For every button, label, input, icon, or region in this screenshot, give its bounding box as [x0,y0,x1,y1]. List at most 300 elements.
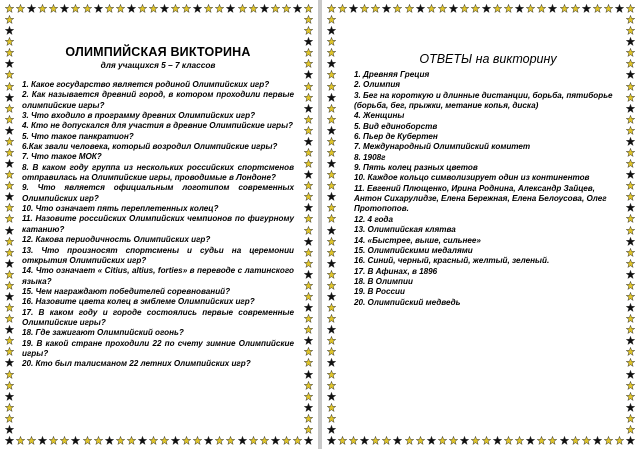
star-icon [5,104,14,113]
star-icon [626,115,635,124]
quiz-question: 19. В какой стране проходили 22 по счету зимние Олимпийские игры? [22,338,294,358]
star-icon [515,436,524,445]
star-icon [5,59,14,68]
star-icon [626,181,635,190]
star-icon [626,203,635,212]
star-icon [526,436,535,445]
star-icon [626,15,635,24]
star-icon [304,347,313,356]
star-icon [271,436,280,445]
star-icon [360,436,369,445]
star-icon [327,347,336,356]
star-icon [116,4,125,13]
star-icon [5,414,14,423]
star-icon [560,4,569,13]
star-icon [327,259,336,268]
star-icon [626,292,635,301]
star-icon [83,436,92,445]
star-icon [304,48,313,57]
quiz-question: 9. Что является официальным логотипом современных Олимпийских игр? [22,183,294,203]
star-icon [5,26,14,35]
star-icon [327,414,336,423]
star-icon [94,436,103,445]
quiz-question: 8. В каком году группа из нескольких российских спортсменов отправилась на Олимпийские игры, проводимые в Лондоне? [22,162,294,183]
star-icon [293,4,302,13]
star-icon [471,436,480,445]
star-icon [293,436,302,445]
star-icon [304,70,313,79]
star-icon [626,37,635,46]
star-icon [582,436,591,445]
star-icon [604,436,613,445]
star-icon [304,170,313,179]
answer-item: 13. Олимпийская клятва [354,225,456,235]
star-icon [482,4,491,13]
star-icon [327,214,336,223]
quiz-question: 16. Назовите цвета колец в эмблеме Олимпийских игр? [22,297,255,307]
star-icon [327,115,336,124]
star-icon [460,4,469,13]
star-icon [127,436,136,445]
star-icon [626,214,635,223]
star-icon [626,403,635,412]
answer-item: 20. Олимпийский медведь [354,297,461,307]
quiz-question: 18. Где зажигают Олимпийский огонь? [22,328,184,338]
star-icon [193,4,202,13]
star-icon [5,347,14,356]
star-icon [626,4,635,13]
star-icon [5,292,14,301]
star-icon [5,15,14,24]
star-icon [304,336,313,345]
star-icon [5,214,14,223]
star-icon [304,303,313,312]
answer-item: 9. Пять колец разных цветов [354,163,478,173]
star-icon [182,4,191,13]
star-icon [160,436,169,445]
star-icon [5,148,14,157]
star-icon [304,181,313,190]
star-icon [5,392,14,401]
star-icon [360,4,369,13]
star-icon [226,4,235,13]
star-icon [626,226,635,235]
star-icon [304,436,313,445]
quiz-question: 3. Что входило в программу древних Олимпийских игр? [22,111,256,121]
star-icon [327,126,336,135]
quiz-page [0,0,318,449]
star-icon [537,4,546,13]
star-icon [5,281,14,290]
star-icon [327,226,336,235]
star-icon [304,37,313,46]
star-icon [626,93,635,102]
star-icon [83,4,92,13]
star-icon [5,425,14,434]
star-icon [327,281,336,290]
star-icon [482,436,491,445]
star-icon [5,314,14,323]
star-icon [304,314,313,323]
star-icon [327,425,336,434]
star-icon [327,203,336,212]
answer-item: 19. В России [354,287,405,297]
star-icon [304,226,313,235]
star-icon [393,4,402,13]
answer-item: 8. 1908г [354,152,386,162]
quiz-question: 5. Что такое панкратион? [22,131,134,141]
star-icon [327,325,336,334]
star-icon [327,336,336,345]
quiz-question: 7. Что такое МОК? [22,152,102,162]
star-icon [449,436,458,445]
star-icon [5,126,14,135]
star-icon [304,414,313,423]
star-icon [5,203,14,212]
star-icon [327,59,336,68]
star-icon [493,436,502,445]
star-icon [626,104,635,113]
star-icon [5,159,14,168]
star-icon [260,4,269,13]
star-icon [304,281,313,290]
star-icon [526,4,535,13]
quiz-question: 14. Что означает « Citius, altius, forties» в переводе с латинского языка? [22,266,294,286]
star-icon [382,4,391,13]
star-icon [5,48,14,57]
star-icon [593,436,602,445]
answer-item: 10. Каждое кольцо символизирует один из континентов [354,173,590,183]
star-icon [615,436,624,445]
star-icon [504,4,513,13]
star-icon [327,381,336,390]
star-icon [5,248,14,257]
star-icon [27,436,36,445]
star-icon [626,170,635,179]
star-icon [327,270,336,279]
star-icon [38,4,47,13]
star-icon [193,436,202,445]
star-icon [5,115,14,124]
star-icon [304,325,313,334]
star-icon [349,4,358,13]
star-icon [405,436,414,445]
star-icon [548,4,557,13]
star-icon [304,192,313,201]
star-icon [260,436,269,445]
star-icon [60,436,69,445]
star-icon [427,436,436,445]
star-icon [5,137,14,146]
star-icon [16,436,25,445]
star-icon [626,414,635,423]
star-icon [327,403,336,412]
star-icon [626,370,635,379]
star-icon [304,370,313,379]
star-icon [204,436,213,445]
star-icon [504,436,513,445]
star-icon [5,381,14,390]
star-icon [5,259,14,268]
quiz-question: 13. Что произносят спортсмены и судьи на церемонии открытия Олимпийских игр? [22,245,294,265]
star-icon [548,436,557,445]
star-icon [327,436,336,445]
star-icon [626,325,635,334]
answer-item: 12. 4 года [354,214,393,224]
star-icon [327,148,336,157]
answer-item: 4. Женщины [354,111,405,121]
star-icon [615,4,624,13]
star-icon [626,148,635,157]
star-icon [560,436,569,445]
star-icon [626,436,635,445]
star-icon [60,4,69,13]
star-icon [49,436,58,445]
answer-item: 18. В Олимпии [354,276,413,286]
star-icon [5,370,14,379]
star-icon [626,303,635,312]
star-icon [16,4,25,13]
answers-content [354,52,622,308]
star-icon [71,436,80,445]
star-icon [626,336,635,345]
star-icon [49,4,58,13]
star-icon [5,436,14,445]
star-icon [371,4,380,13]
star-icon [327,4,336,13]
star-icon [149,4,158,13]
star-icon [515,4,524,13]
answers-title: ОТВЕТЫ на викторину [419,52,557,66]
star-icon [626,314,635,323]
star-icon [327,303,336,312]
answer-item: 2. Олимпия [354,80,401,90]
star-icon [327,137,336,146]
star-icon [593,4,602,13]
star-icon [626,381,635,390]
star-icon [471,4,480,13]
answer-item: 16. Синий, черный, красный, желтый, зеленый. [354,256,550,266]
answer-item: 6. Пьер де Кубертен [354,132,438,142]
star-icon [215,4,224,13]
star-icon [182,436,191,445]
star-icon [304,93,313,102]
star-icon [304,259,313,268]
star-icon [416,436,425,445]
star-icon [226,436,235,445]
star-icon [304,381,313,390]
star-icon [5,403,14,412]
star-icon [626,159,635,168]
answer-item: 17. В Афинах, в 1896 [354,266,438,276]
star-icon [138,4,147,13]
quiz-question: 20. Кто был талисманом 22 летних Олимпийских игр? [22,359,251,369]
quiz-question: 10. Что означает пять переплетенных колец? [22,204,219,214]
answer-item: 11. Евгений Плющенко, Ирина Роднина, Александр Зайцев, Антон Сихарулидзе, Елена Бережная, Елена Белоусова, Олег Протопопов. [354,183,607,214]
star-icon [304,104,313,113]
star-icon [626,70,635,79]
star-icon [582,4,591,13]
star-icon [626,270,635,279]
star-icon [349,436,358,445]
star-icon [5,82,14,91]
star-icon [94,4,103,13]
star-icon [604,4,613,13]
star-icon [71,4,80,13]
star-icon [327,15,336,24]
quiz-question: 11. Назовите российских Олимпийских чемпионов по фигурному катанию? [22,214,294,234]
star-icon [304,137,313,146]
quiz-question: 12. Какова периодичность Олимпийских игр? [22,235,211,245]
star-icon [38,436,47,445]
star-icon [138,436,147,445]
star-icon [249,436,258,445]
star-icon [304,237,313,246]
star-icon [5,325,14,334]
star-icon [27,4,36,13]
star-icon [304,270,313,279]
quiz-question: 6.Как звали человека, который возродил Олимпийские игры? [22,142,278,152]
answer-item: 1. Древняя Греция [354,70,430,79]
star-icon [304,292,313,301]
star-icon [537,436,546,445]
answer-list [354,70,622,308]
answer-item: 7. Международный Олимпийский комитет [354,142,531,152]
star-icon [626,425,635,434]
star-icon [427,4,436,13]
star-icon [282,4,291,13]
star-icon [493,4,502,13]
star-icon [626,137,635,146]
star-icon [5,336,14,345]
quiz-question: 2. Как называется древний город, в котором проходили первые олимпийские игры? [22,90,294,110]
star-icon [338,436,347,445]
star-icon [327,48,336,57]
star-icon [327,292,336,301]
star-icon [5,192,14,201]
star-icon [304,15,313,24]
star-icon [304,425,313,434]
star-icon [327,314,336,323]
star-icon [393,436,402,445]
star-icon [327,237,336,246]
star-icon [5,4,14,13]
star-icon [438,4,447,13]
star-icon [327,248,336,257]
star-icon [327,181,336,190]
quiz-content [22,45,294,370]
quiz-question: 15. Чем награждают победителей соревнований? [22,286,231,296]
star-icon [327,70,336,79]
answer-item: 15. Олимпийскими медалями [354,245,473,255]
star-icon [5,303,14,312]
star-icon [626,248,635,257]
star-icon [327,104,336,113]
star-icon [304,358,313,367]
star-icon [626,126,635,135]
star-icon [127,4,136,13]
star-icon [460,436,469,445]
star-icon [626,281,635,290]
star-icon [304,115,313,124]
star-icon [304,148,313,157]
star-icon [626,192,635,201]
star-icon [405,4,414,13]
star-icon [238,436,247,445]
star-icon [382,436,391,445]
quiz-subtitle: для учащихся 5 – 7 классов [100,60,216,70]
quiz-question: 17. В каком году и городе состоялись первые современные Олимпийские игры? [22,307,294,327]
answer-item: 3. Бег на короткую и длинные дистанции, борьба, пятиборье (борьба, бег, прыжки, метание копья, диска) [354,90,613,111]
star-icon [304,4,313,13]
star-icon [5,237,14,246]
star-icon [327,93,336,102]
star-icon [626,237,635,246]
star-icon [304,203,313,212]
star-icon [5,270,14,279]
star-icon [304,159,313,168]
star-icon [238,4,247,13]
quiz-title: ОЛИМПИЙСКАЯ ВИКТОРИНА [65,45,251,59]
star-icon [626,259,635,268]
star-icon [327,37,336,46]
star-icon [626,59,635,68]
star-icon [626,392,635,401]
star-icon [282,436,291,445]
star-icon [116,436,125,445]
star-icon [626,26,635,35]
star-icon [327,370,336,379]
answer-item: 5. Вид единоборств [354,121,438,131]
star-icon [304,392,313,401]
star-icon [5,93,14,102]
star-icon [304,26,313,35]
star-icon [338,4,347,13]
star-icon [105,4,114,13]
star-icon [327,82,336,91]
star-icon [304,248,313,257]
star-icon [304,59,313,68]
star-icon [327,392,336,401]
star-icon [626,82,635,91]
answers-page [322,0,640,449]
star-icon [626,347,635,356]
star-icon [327,159,336,168]
star-icon [204,4,213,13]
star-icon [438,436,447,445]
star-icon [416,4,425,13]
answer-item: 14. «Быстрее, выше, сильнее» [354,235,481,245]
star-icon [304,126,313,135]
star-icon [626,358,635,367]
quiz-question: 4. Кто не допускался для участия в древние Олимпийские игры? [22,121,294,131]
star-icon [5,226,14,235]
star-icon [160,4,169,13]
question-list [22,80,294,370]
star-icon [327,170,336,179]
star-icon [571,4,580,13]
quiz-question: 1. Какое государство является родиной Олимпийских игр? [22,80,270,89]
star-icon [5,70,14,79]
star-icon [371,436,380,445]
star-icon [626,48,635,57]
star-icon [215,436,224,445]
star-icon [5,358,14,367]
star-icon [304,403,313,412]
star-icon [304,214,313,223]
star-icon [327,192,336,201]
star-icon [249,4,258,13]
